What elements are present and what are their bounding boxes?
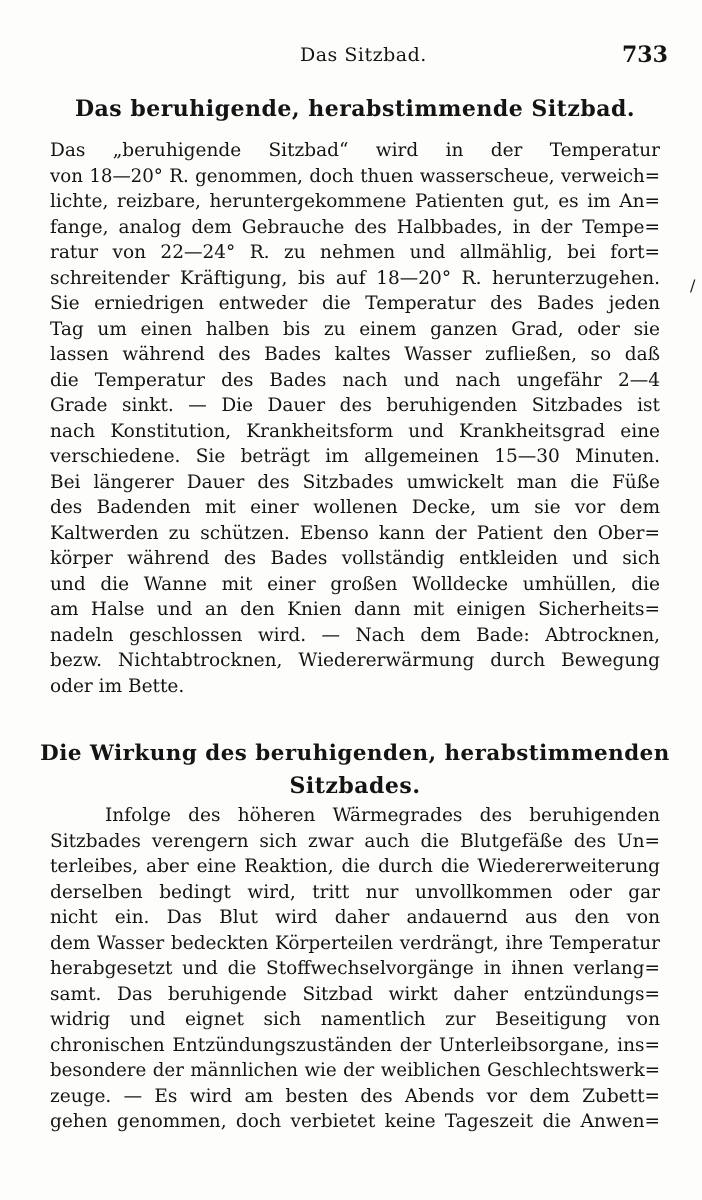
text-line: Sie erniedrigen entweder die Temperatur des Bades jeden <box>50 293 660 314</box>
text-line: lassen während des Bades kaltes Wasser zufließen, so daß <box>50 344 660 365</box>
page-number: 733 <box>622 42 668 68</box>
text-line: chronischen Entzündungszuständen der Unterleibsorgane, ins= <box>50 1034 660 1056</box>
section-heading-1: Das beruhigende, herabstimmende Sitzbad. <box>74 96 636 122</box>
text-line: Sitzbades verengern sich zwar auch die Blutgefäße des Un= <box>50 830 660 852</box>
text-line: zeuge. — Es wird am besten des Abends vor dem Zubett= <box>50 1085 660 1107</box>
text-line: Das „beruhigende Sitzbad“ wird in der Temperatur <box>50 140 660 161</box>
text-line: lichte, reizbare, heruntergekommene Patienten gut, es im An= <box>50 191 660 212</box>
text-line: und die Wanne mit einer großen Wolldecke umhüllen, die <box>50 573 660 595</box>
text-line: Kaltwerden zu schützen. Ebenso kann der Patient den Ober= <box>50 522 660 544</box>
text-line: oder im Bette. <box>50 675 185 697</box>
text-line: gehen genommen, doch verbietet keine Tageszeit die Anwen= <box>50 1111 660 1132</box>
text-line: nach Konstitution, Krankheitsform und Krankheitsgrad eine <box>50 420 660 442</box>
text-line: die Temperatur des Bades nach und nach ungefähr 2—4 <box>50 369 660 391</box>
text-line: bezw. Nichtabtrocknen, Wiedererwärmung durch Bewegung <box>50 650 660 671</box>
section-heading-2-line-1: Die Wirkung des beruhigenden, herabstimmenden <box>40 741 670 766</box>
paragraph-1 <box>50 138 660 699</box>
paragraph-2 <box>50 803 660 1135</box>
text-line: ratur von 22—24° R. zu nehmen und allmählig, bei fort= <box>50 242 660 263</box>
text-line: nadeln geschlossen wird. — Nach dem Bade: Abtrocknen, <box>50 624 660 646</box>
text-line: herabgesetzt und die Stoffwechselvorgänge in ihnen verlang= <box>50 958 660 979</box>
text-line: samt. Das beruhigende Sitzbad wirkt daher entzündungs= <box>50 983 660 1005</box>
text-line: widrig und eignet sich namentlich zur Beseitigung von <box>50 1009 660 1030</box>
text-line: terleibes, aber eine Reaktion, die durch die Wiedererweiterung <box>50 856 660 877</box>
running-head <box>0 40 702 76</box>
text-line: schreitender Kräftigung, bis auf 18—20° R. herunterzugehen. <box>50 267 660 289</box>
text-line: derselben bedingt wird, tritt nur unvollkommen oder gar <box>50 881 660 903</box>
running-title: Das Sitzbad. <box>300 44 427 66</box>
text-line: fange, analog dem Gebrauche des Halbbades, in der Tempe= <box>50 216 660 238</box>
text-line: des Badenden mit einer wollenen Decke, um sie vor dem <box>50 497 660 518</box>
text-line: Bei längerer Dauer des Sitzbades umwickelt man die Füße <box>50 471 660 493</box>
text-line: verschiedene. Sie beträgt im allgemeinen 15—30 Minuten. <box>50 446 660 467</box>
text-line: dem Wasser bedeckten Körperteilen verdrängt, ihre Temperatur <box>50 932 660 954</box>
text-line: Tag um einen halben bis zu einem ganzen Grad, oder sie <box>50 318 660 340</box>
margin-mark: / <box>690 276 696 295</box>
text-line: Grade sinkt. — Die Dauer des beruhigenden Sitzbades ist <box>50 395 660 416</box>
text-line: besondere der männlichen wie der weiblichen Geschlechtswerk= <box>50 1060 660 1081</box>
section-heading-2 <box>40 738 670 802</box>
section-heading-2-line-2: Sitzbades. <box>289 773 421 799</box>
text-line: nicht ein. Das Blut wird daher andauernd aus den von <box>50 907 660 928</box>
text-line: von 18—20° R. genommen, doch thuen wasserscheue, verweich= <box>50 165 660 187</box>
text-line: Infolge des höheren Wärmegrades des beruhigenden <box>105 805 660 826</box>
text-line: am Halse und an den Knien dann mit einigen Sicherheits= <box>50 599 660 620</box>
text-line: körper während des Bades vollständig entkleiden und sich <box>50 548 660 569</box>
